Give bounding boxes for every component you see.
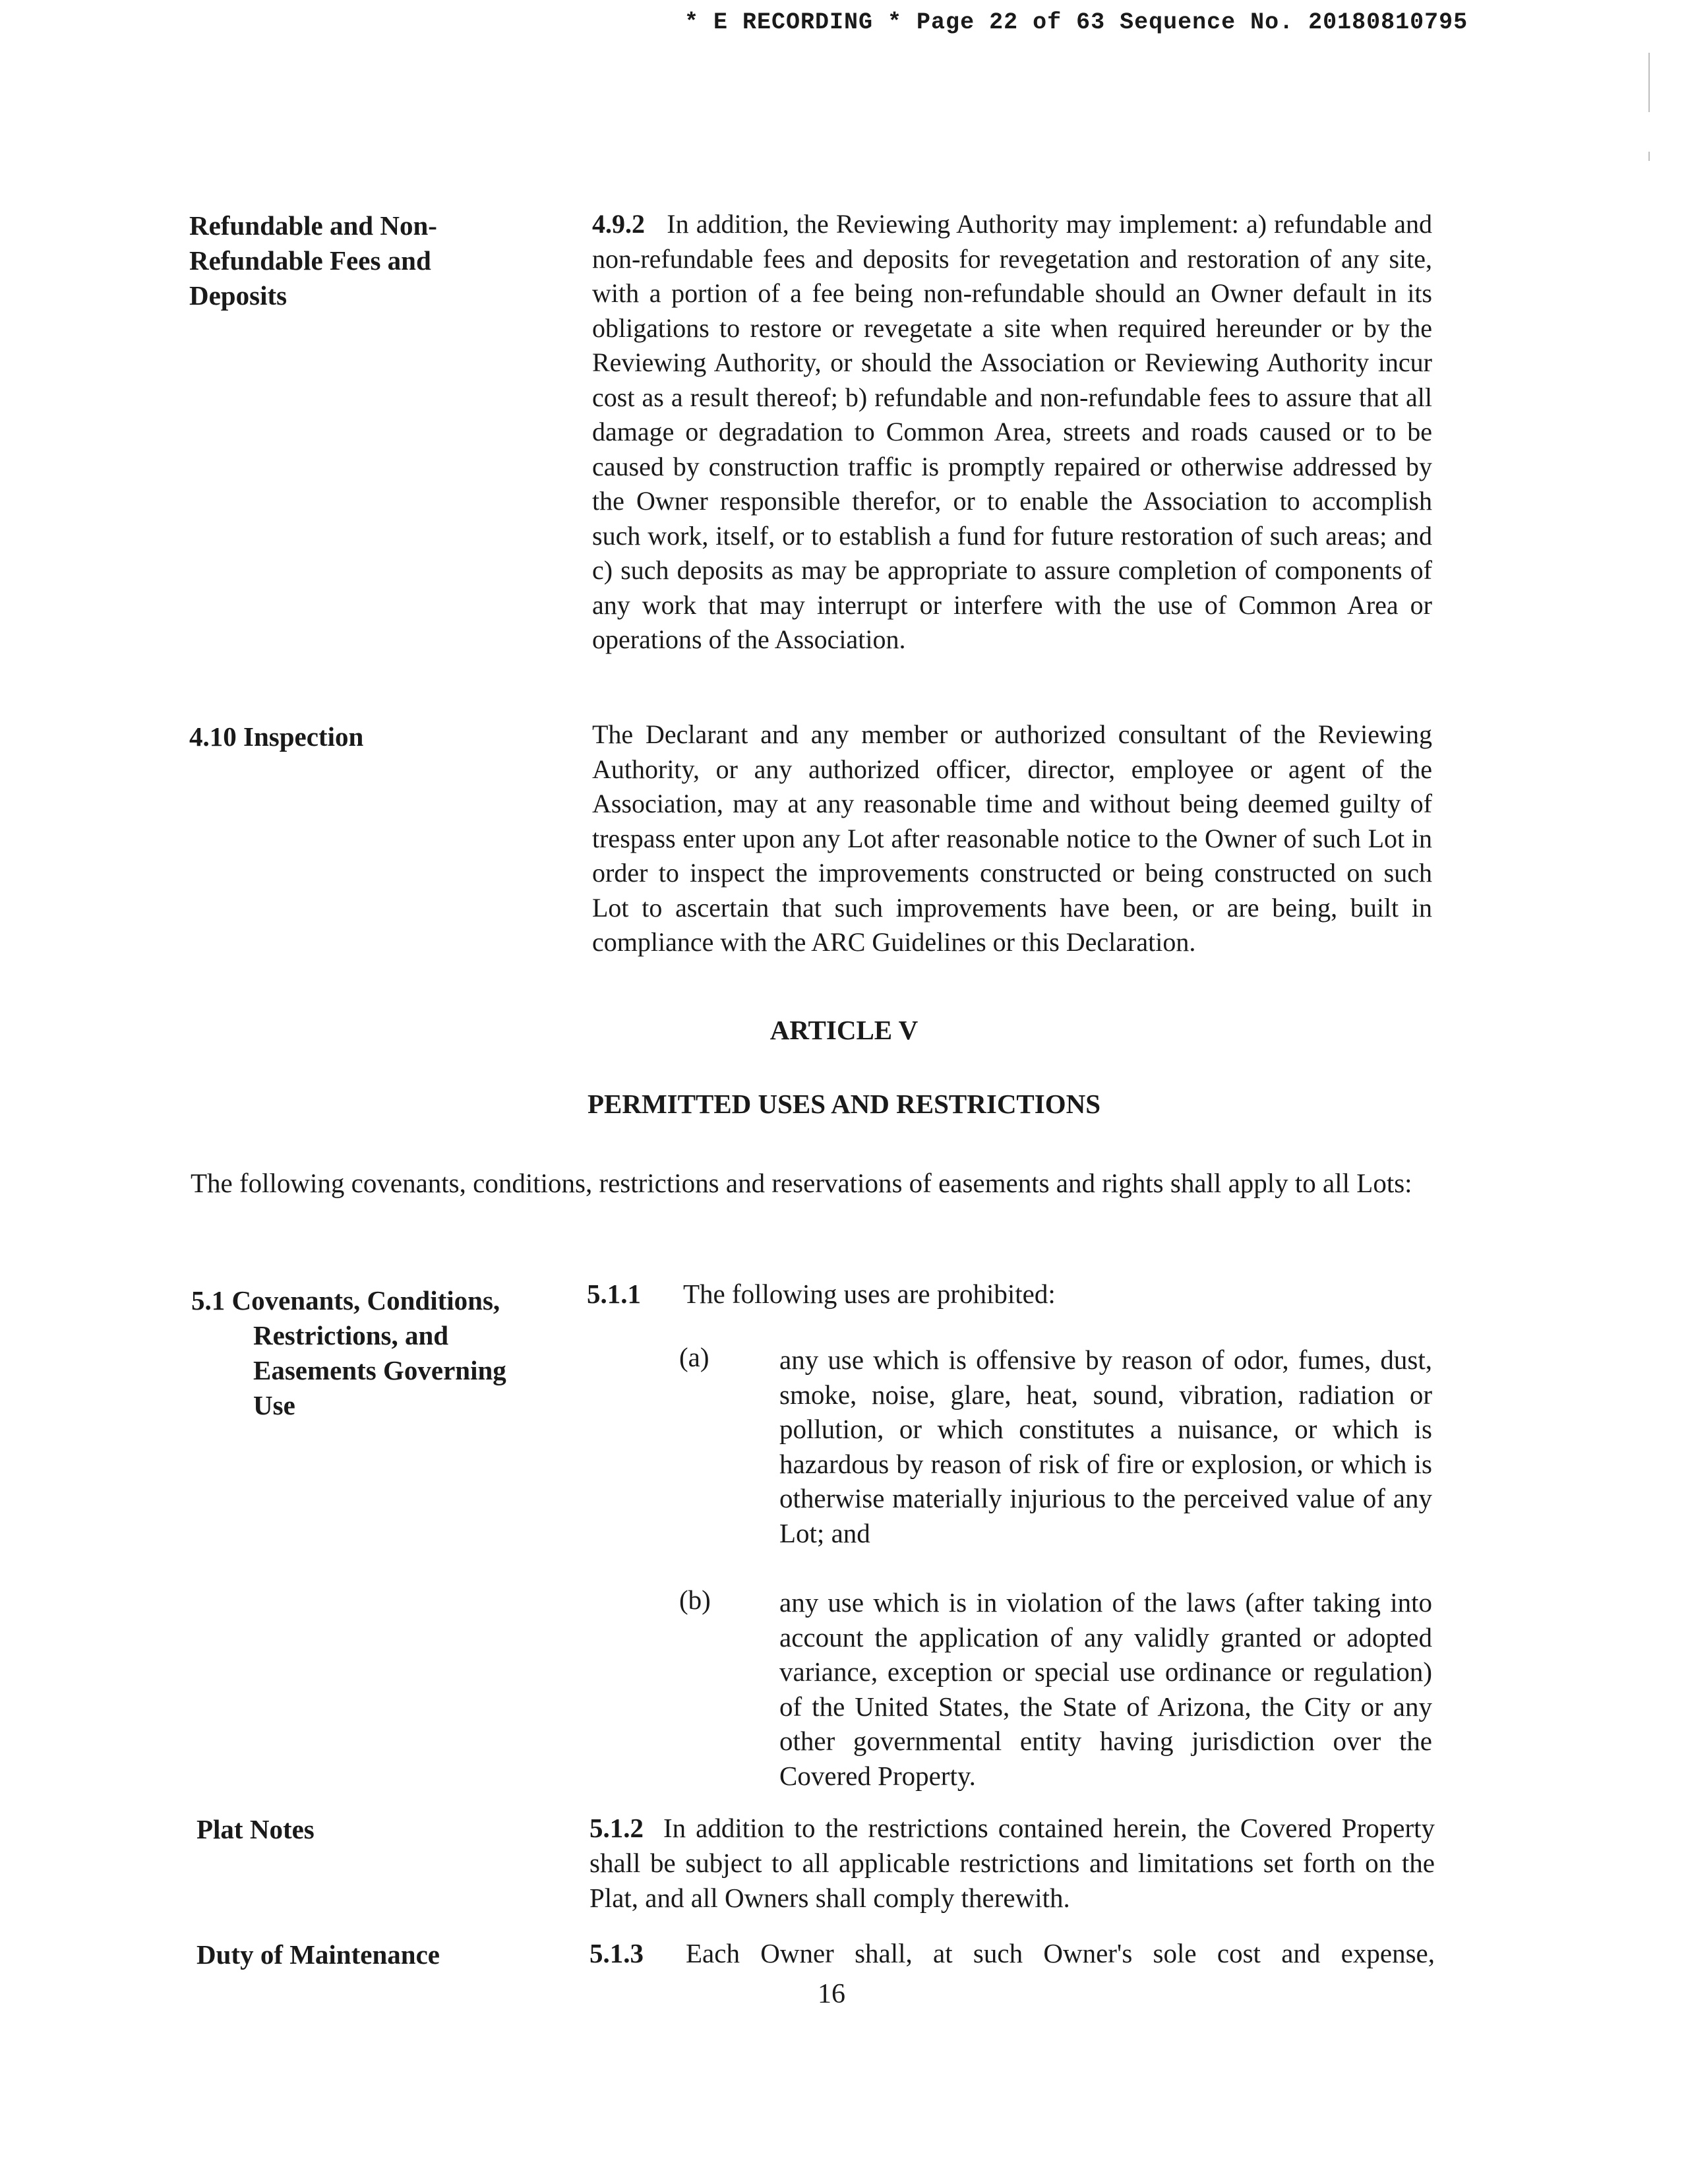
list-marker-b: (b) — [679, 1585, 711, 1615]
list-item-b: any use which is in violation of the laws (after taking into account the application of any validly granted or adopted variance, exception or special use ordinance or regulation) of the United States, the State of Arizona, the City or any other governmental entity having jurisdiction over the Covered Property. — [779, 1587, 1432, 1791]
scan-edge-mark — [1648, 53, 1650, 112]
recording-header: * E RECORDING * Page 22 of 63 Sequence No. 20180810795 — [684, 9, 1468, 36]
paragraph-text: In addition to the restrictions contained herein, the Covered Property shall be subject to all applicable restrictions and limitations set forth on the Plat, and all Owners shall comply therewith. — [589, 1813, 1435, 1913]
paragraph-4-10: The Declarant and any member or authorized consultant of the Reviewing Authority, or any authorized officer, director, employee or agent of the Association, may at any reasonable time and without being deemed guilty of trespass enter upon any Lot after reasonable notice to the Owner of such Lot in order to inspect the improvements constructed or being constructed on such Lot to ascertain that such improvements have been, or are being, built in compliance with the ARC Guidelines or this Declaration. — [592, 719, 1432, 957]
side-heading-number: 5.1 — [191, 1285, 226, 1316]
side-heading-duty-maintenance: Duty of Maintenance — [196, 1939, 440, 1970]
paragraph-text: In addition, the Reviewing Authority may implement: a) refundable and non-refundable fees and deposits for revegetation and restoration of any site, with a portion of a fee being non-refundable should an Owner default in its obligations to restore or revegetate a site when required hereunder or by the Reviewing Authority, or should the Association or Reviewing Authority incur cost as a result thereof; b) refundable and non-refundable fees to assure that all damage or degradation to Common Area, streets and roads caused or to be caused by construction traffic is promptly repaired or otherwise addressed by the Owner responsible therefor, or to enable the Association to accomplish such work, itself, or to establish a fund for future restoration of such areas; and c) such deposits as may be appropriate to assure completion of components of any work that may interrupt or interfere with the use of Common Area or operations of the Association. — [592, 209, 1432, 654]
side-heading-title: Covenants, Conditions, — [231, 1285, 500, 1316]
side-heading-first-line — [191, 1283, 560, 1318]
side-heading-plat-notes: Plat Notes — [196, 1814, 315, 1844]
subsection-number: 5.1.1 — [587, 1279, 641, 1309]
subsection-lead: The following uses are prohibited: — [683, 1279, 1056, 1309]
side-heading-fees-deposits: Refundable and Non-Refundable Fees and Deposits — [189, 210, 437, 311]
side-heading-inspection: 4.10 Inspection — [189, 721, 364, 752]
page-number: 16 — [818, 1979, 845, 2009]
scan-edge-mark — [1648, 152, 1650, 161]
section-number: 5.1.2 — [589, 1813, 644, 1843]
list-item-a: any use which is offensive by reason of odor, fumes, dust, smoke, noise, glare, heat, sound, vibration, radiation or pollution, or which constitutes a nuisance, or which is hazardous by reason of risk of fire or explosion, or which is otherwise materially injurious to the perceived value of any Lot; and — [779, 1345, 1432, 1548]
paragraph-5-1-2 — [589, 1811, 1435, 1916]
section-number: 4.9.2 — [592, 209, 645, 239]
side-heading-covenants — [191, 1283, 560, 1423]
list-marker-a: (a) — [679, 1342, 709, 1372]
article-intro: The following covenants, conditions, restrictions and reservations of easements and rights shall apply to all Lots: — [191, 1168, 1412, 1198]
subsection-number: 5.1.3 — [589, 1938, 644, 1968]
article-title: ARTICLE V — [769, 1015, 919, 1045]
paragraph-4-9-2 — [592, 207, 1432, 657]
article-subtitle: PERMITTED USES AND RESTRICTIONS — [587, 1089, 1101, 1119]
side-heading-continuation: Restrictions, and Easements Governing Use — [253, 1320, 506, 1420]
paragraph-5-1-3: Each Owner shall, at such Owner's sole cost and expense, — [686, 1938, 1435, 1968]
